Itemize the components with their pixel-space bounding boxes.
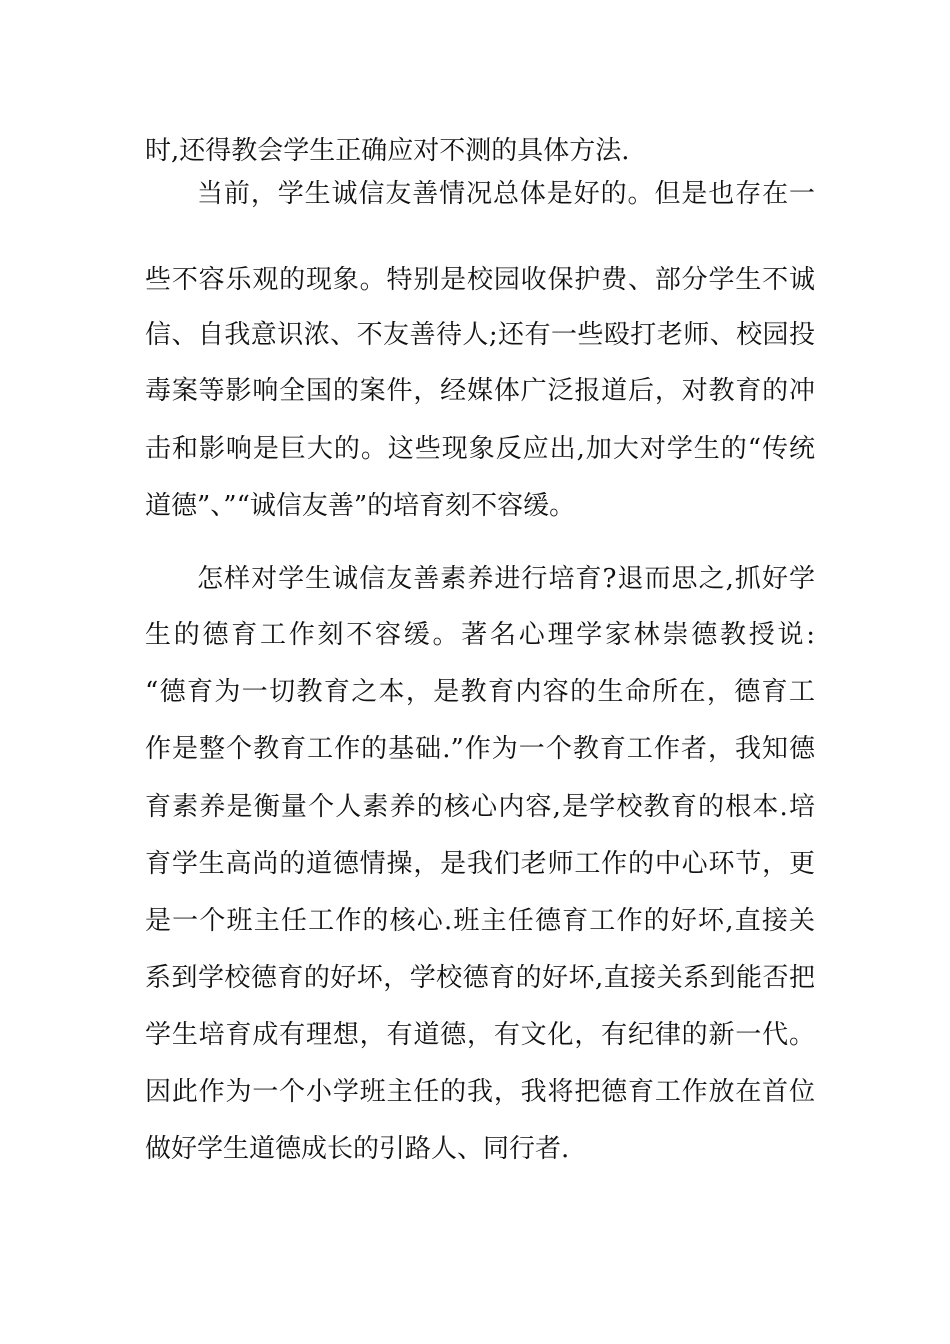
paragraph-3-line-4: 作是整个教育工作的基础.”作为一个教育工作者，我知德 [145, 734, 815, 764]
paragraph-2-line-2: 些不容乐观的现象。特别是校园收保护费、部分学生不诚 [145, 265, 815, 295]
paragraph-1-line-1: 时,还得教会学生正确应对不测的具体方法. [145, 136, 630, 166]
paragraph-2-line-1: 当前，学生诚信友善情况总体是好的。但是也存在一 [197, 179, 815, 209]
paragraph-3-line-2: 生的德育工作刻不容缓。著名心理学家林崇德教授说: [145, 620, 815, 650]
paragraph-2-line-6: 道德”、”“诚信友善”的培育刻不容缓。 [145, 491, 576, 521]
paragraph-3-line-7: 是一个班主任工作的核心.班主任德育工作的好坏,直接关 [145, 906, 815, 936]
paragraph-2-line-5: 击和影响是巨大的。这些现象反应出,加大对学生的“传统 [145, 434, 815, 464]
paragraph-3-line-11: 做好学生道德成长的引路人、同行者. [145, 1134, 570, 1164]
paragraph-3-line-3: “德育为一切教育之本，是教育内容的生命所在，德育工 [145, 677, 815, 707]
paragraph-2-line-4: 毒案等影响全国的案件，经媒体广泛报道后，对教育的冲 [145, 376, 815, 406]
paragraph-2-line-3: 信、自我意识浓、不友善待人;还有一些殴打老师、校园投 [145, 320, 815, 350]
paragraph-3-line-9: 学生培育成有理想，有道德，有文化，有纪律的新一代。 [145, 1020, 815, 1050]
paragraph-3-line-10: 因此作为一个小学班主任的我，我将把德育工作放在首位 [145, 1077, 815, 1107]
paragraph-3-line-1: 怎样对学生诚信友善素养进行培育?退而思之,抓好学 [197, 564, 815, 594]
paragraph-3-line-5: 育素养是衡量个人素养的核心内容,是学校教育的根本.培 [145, 792, 815, 822]
paragraph-3-line-6: 育学生高尚的道德情操，是我们老师工作的中心环节，更 [145, 849, 815, 879]
paragraph-3-line-8: 系到学校德育的好坏，学校德育的好坏,直接关系到能否把 [145, 963, 815, 993]
